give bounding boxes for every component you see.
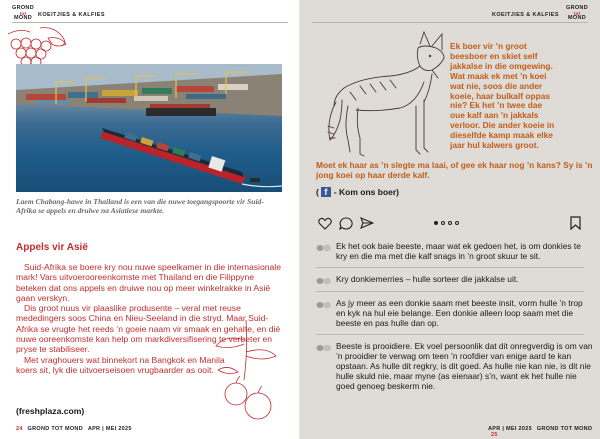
heart-icon[interactable] — [318, 217, 332, 230]
fb-open-paren: ( — [316, 187, 319, 197]
comment-text: As jy meer as een donkie saam met beeste insit, vorm hulle ’n trop en kyk na hul eie belange. Een donkie alleen loop saam met die beeste en pas hulle dan op. — [336, 298, 583, 328]
chat-bubble-icon — [316, 301, 332, 309]
right-page-number: 25 — [491, 432, 498, 438]
logo-mid-text: tot — [573, 10, 581, 16]
logo-mid-text: tot — [19, 10, 27, 16]
photo-caption: Laem Chabang-hawe in Thailand is een van die nuwe toegangspoorte vir Suid-Afrika se appels en druiwe na Asiatiese markte. — [16, 197, 264, 216]
article-paragraph: Met vraghouers wat binnekort na Bangkok en Manila koers sit, lyk die uitvoerseisoen vrugbaarder as ooit. — [16, 354, 225, 375]
article-heading: Appels vir Asië — [16, 242, 88, 253]
article-source: (freshplaza.com) — [16, 406, 85, 416]
comment-text: Ek het ook baie beeste, maar wat ek gedoen het, is om donkies te kry en die ma met die kalf snags in ’n groot skuur te sit. — [336, 241, 581, 261]
chat-bubble-icon — [316, 244, 332, 252]
question-line: koeie, haar bulkalf oppas — [450, 90, 551, 101]
section-label: KOEITJIES & KALFIES — [38, 12, 105, 18]
port-scene — [16, 64, 282, 192]
question-line: dieselfde kamp maak elke — [450, 130, 553, 141]
right-page — [300, 0, 600, 439]
farmer-question-tail: Moet ek haar as ’n slegte ma laai, of gee ek haar nog ’n kans? Sy is ’n jong koei op haar derde kalf. — [316, 160, 593, 180]
farmer-question — [450, 42, 595, 151]
chat-bubble-icon — [316, 344, 332, 352]
left-folio-issue: APR | MEI 2025 — [87, 426, 132, 432]
comment-list — [316, 241, 596, 397]
jackal-illustration — [320, 30, 470, 160]
apples-illustration — [206, 320, 286, 430]
comment-icon[interactable] — [339, 217, 353, 230]
magazine-logo — [12, 6, 34, 21]
question-line: jakkalse in die omgewing. — [450, 60, 553, 71]
comment-item — [316, 341, 596, 391]
magazine-logo — [566, 6, 588, 21]
comment-divider — [316, 334, 584, 335]
header-rule — [12, 22, 288, 23]
right-folio — [488, 426, 600, 438]
social-action-bar — [316, 212, 584, 234]
comment-item — [316, 298, 596, 328]
comment-divider — [316, 267, 584, 268]
comment-item — [316, 241, 596, 261]
carousel-dots — [434, 221, 459, 225]
facebook-icon: f — [321, 187, 331, 197]
bookmark-icon[interactable] — [570, 216, 581, 230]
question-line: Ek boer vir ’n groot — [450, 41, 527, 51]
logo-bottom-text: MOND — [13, 14, 32, 21]
question-line: nie? Ek het ’n twee dae — [450, 100, 543, 111]
port-photo — [16, 64, 282, 192]
article-paragraph: Dis groot nuus vir plaaslike produsente – veral met reuse mededingers soos China en Nieu-Seeland in die stryd. Maar Suid-Afrika se vrugte het reeds ’n goeie naam vir smaak en gehalte, en dié nuwe ooreenkomste kan help om markdiversifisering te verbeter en pryse te stabiliseer. — [16, 303, 281, 355]
question-line: wat nie, soos die ander — [450, 80, 543, 91]
right-folio-issue: APR | MEI 2025 — [488, 426, 532, 432]
logo-bottom-text: MOND — [567, 14, 586, 21]
chat-bubble-icon — [316, 277, 332, 285]
carousel-dot — [448, 221, 452, 225]
logo-top-text: GROND — [12, 5, 34, 11]
logo-top-text: GROND — [566, 5, 588, 11]
left-folio — [16, 426, 132, 432]
carousel-dot-active — [434, 221, 438, 225]
right-folio-title: GROND TOT MOND — [536, 426, 593, 432]
question-line: oue kalf aan ’n jakkals — [450, 110, 539, 121]
facebook-source — [316, 187, 399, 197]
question-line: Wat maak ek met ’n koei — [450, 70, 547, 81]
share-icon[interactable] — [360, 217, 374, 230]
carousel-dot — [455, 221, 459, 225]
section-label: KOEITJIES & KALFIES — [492, 12, 559, 18]
facebook-group-label: - Kom ons boer) — [333, 187, 400, 197]
question-line: verloor. Die ander koeie in — [450, 120, 555, 131]
question-line: beesboer en skiet self — [450, 50, 538, 61]
comment-text: Beeste is prooidiere. Ek voel persoonlik dat dit onregverdig is om van ’n prooidier te verwag om teen ’n roofdier van enige aard te kan opstaan. As hulle dit regkry, is dit goed. As hulle nie kan nie, is dit nie hulle skuld nie, maar myne (as eienaar) s’n, want ek het hulle nie goed genoeg beskerm nie. — [336, 341, 593, 391]
carousel-dot — [441, 221, 445, 225]
comment-text: Kry donkiemerries – hulle sorteer die jakkalse uit. — [336, 274, 519, 284]
header-rule — [312, 22, 588, 23]
left-folio-title: GROND TOT MOND — [27, 426, 83, 432]
article-paragraph: Suid-Afrika se boere kry nou nuwe speelkamer in die internasionale mark! Vars uitvoerooreenkomste met Thailand en die Filippyne beteken dat ons appels en druiwe nou op meer winkelrakke in Asië gaan verskyn. — [16, 262, 281, 303]
comment-item — [316, 274, 596, 285]
left-page-number: 24 — [16, 426, 23, 432]
question-line: jaar hul kalwers groot. — [450, 140, 539, 151]
comment-divider — [316, 291, 584, 292]
